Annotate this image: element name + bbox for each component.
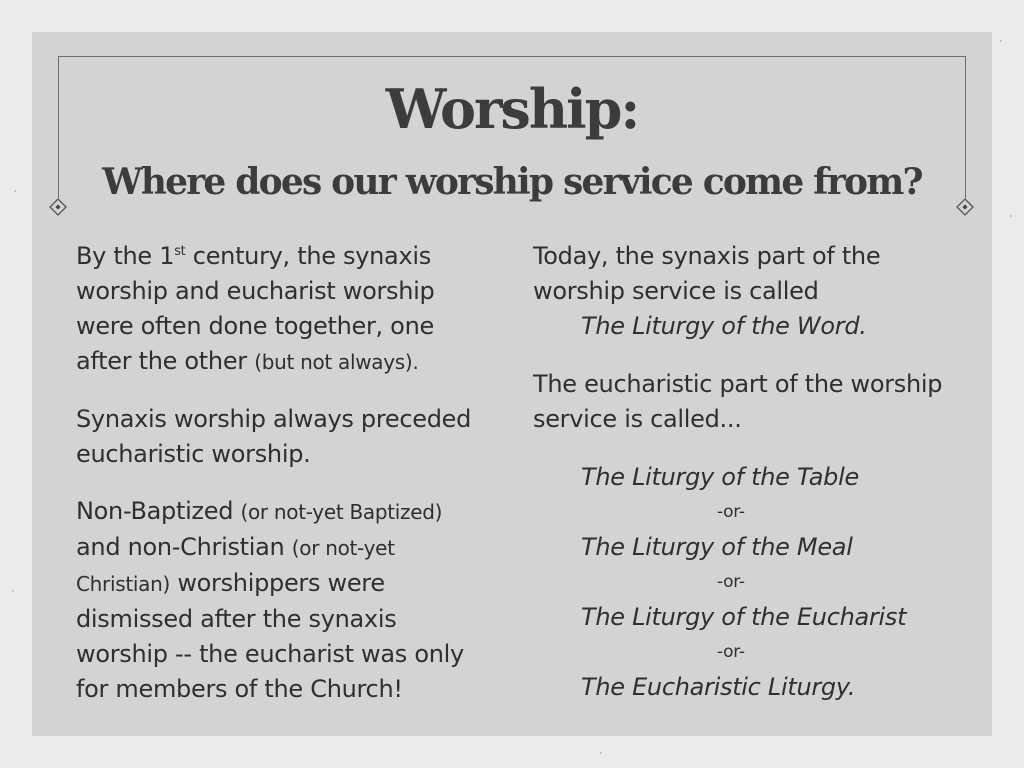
p3-line-6: for members of the Church! — [76, 675, 403, 703]
r2-line-1: The eucharistic part of the worship — [533, 370, 943, 398]
p3-line-1a: Non-Baptized — [76, 497, 241, 525]
p2-line-2: eucharistic worship. — [76, 440, 311, 468]
p1-line-2: worship and eucharist worship — [76, 277, 435, 305]
left-column — [76, 239, 516, 707]
r2-line-2: service is called... — [533, 405, 742, 433]
left-paragraph-3 — [76, 494, 516, 707]
p2-line-1: Synaxis worship always preceded — [76, 405, 472, 433]
r1-line-1: Today, the synaxis part of the — [533, 242, 881, 270]
or-separator: -or- — [717, 502, 745, 522]
option-liturgy-eucharist: The Liturgy of the Eucharist — [581, 603, 907, 631]
slide-subtitle: Where does our worship service come from? — [102, 161, 922, 203]
liturgy-options-list — [533, 460, 983, 705]
or-separator: -or- — [717, 642, 745, 662]
r1-line-2: worship service is called — [533, 277, 819, 305]
left-paragraph-1 — [76, 239, 516, 380]
p3-line-3b: worshippers were — [169, 569, 385, 597]
option-liturgy-meal: The Liturgy of the Meal — [581, 533, 853, 561]
p3-line-1b: (or not-yet Baptized) — [240, 500, 443, 524]
option-liturgy-table: The Liturgy of the Table — [581, 463, 859, 491]
p3-line-2a: and non-Christian — [76, 533, 292, 561]
p3-line-3a: Christian) — [76, 572, 170, 596]
p3-line-2b: (or not-yet — [291, 536, 395, 560]
right-paragraph-1 — [533, 239, 983, 344]
p3-line-5: worship -- the eucharist was only — [76, 640, 464, 668]
p1-superscript: st — [174, 244, 186, 259]
r1-line-3: The Liturgy of the Word. — [581, 312, 867, 340]
p1-line-4b: (but not always). — [254, 350, 419, 374]
p1-line-3: were often done together, one — [76, 312, 434, 340]
option-eucharistic-liturgy: The Eucharistic Liturgy. — [581, 673, 856, 701]
diamond-ornament-icon — [49, 198, 67, 216]
p3-line-4: dismissed after the synaxis — [76, 605, 397, 633]
p1-line-4a: after the other — [76, 347, 255, 375]
background-speck — [12, 590, 14, 592]
frame-top-line — [58, 56, 966, 57]
p1-text-b: century, the synaxis — [185, 242, 431, 270]
background-speck — [600, 752, 602, 754]
right-paragraph-2 — [533, 367, 983, 437]
right-column — [533, 239, 983, 705]
diamond-ornament-icon — [956, 198, 974, 216]
background-speck — [1000, 40, 1002, 42]
left-paragraph-2 — [76, 402, 516, 472]
background-speck — [1010, 215, 1012, 217]
slide-title: Worship: — [385, 77, 639, 141]
p1-text-a: By the 1 — [76, 242, 175, 270]
or-separator: -or- — [717, 572, 745, 592]
